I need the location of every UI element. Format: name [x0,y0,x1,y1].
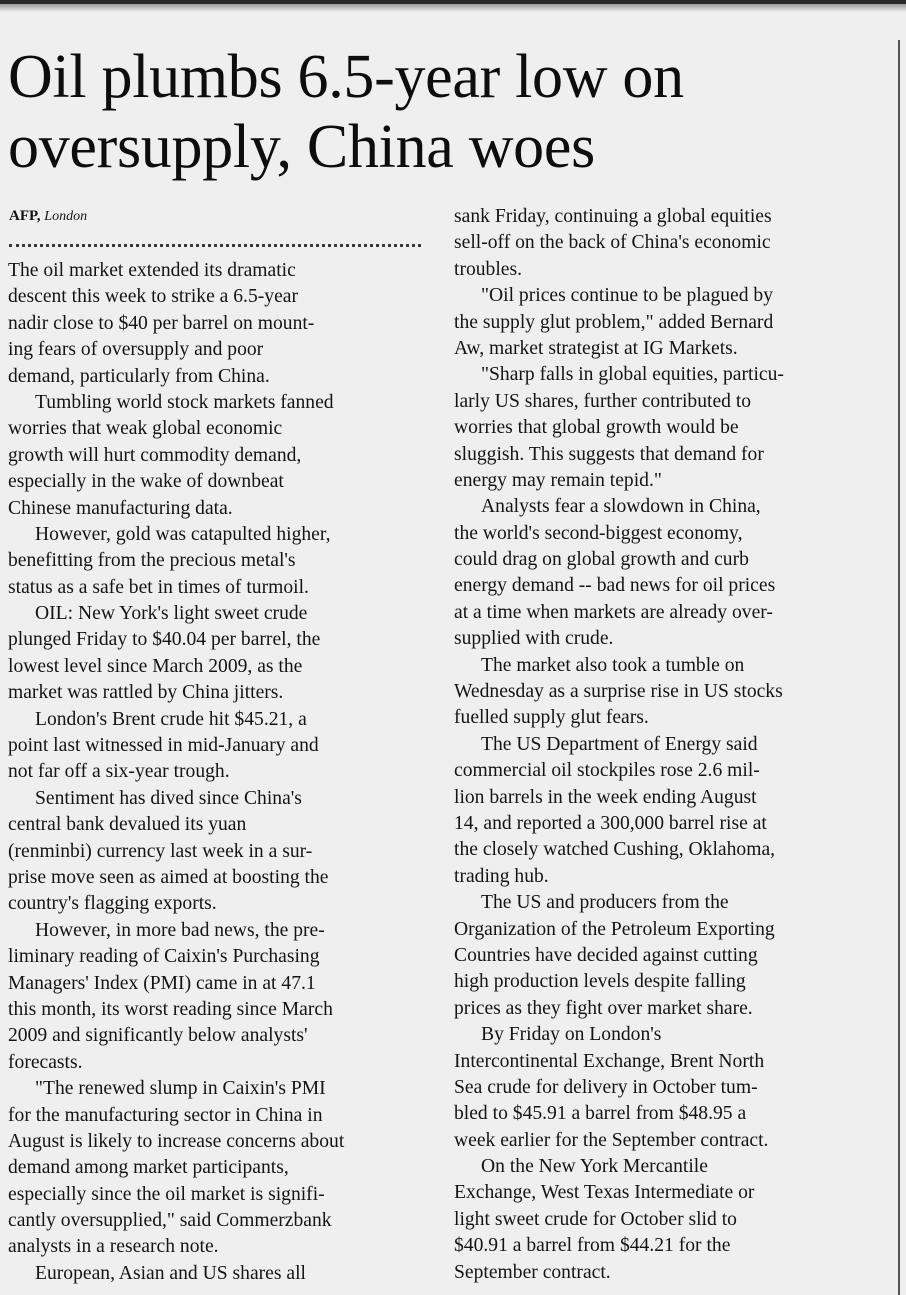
column-border-rule [898,40,900,1295]
text-line: The market also took a tumble on [481,654,745,676]
text-line: the closely watched Cushing, Oklahoma, [454,839,776,861]
text-line: especially in the wake of downbeat [8,471,284,493]
text-line: OIL: New York's light sweet crude [35,603,308,625]
text-line: The US and producers from the [481,892,729,914]
text-line: point last witnessed in mid-January and [8,735,319,757]
text-line: However, in more bad news, the pre- [35,919,325,941]
right-text-column [454,204,879,1286]
text-line: "Sharp falls in global equities, particu- [481,364,784,386]
text-line: sank Friday, continuing a global equities [454,206,772,227]
text-line: By Friday on London's [481,1024,662,1046]
text-line: (renminbi) currency last week in a sur- [8,840,313,862]
text-line: supplied with crude. [454,628,614,650]
text-line: status as a safe bet in times of turmoil. [8,576,309,598]
text-line: "Oil prices continue to be plagued by [481,285,774,307]
text-line: ing fears of oversupply and poor [8,339,264,361]
text-line: Chinese manufacturing data. [8,497,233,519]
text-line: The US Department of Energy said [481,733,758,755]
text-line: However, gold was catapulted higher, [35,523,331,545]
text-line: 14, and reported a 300,000 barrel rise at [454,812,767,834]
text-line: energy demand -- bad news for oil prices [454,575,776,597]
text-line: fuelled supply glut fears. [454,707,649,729]
text-line: nadir close to $40 per barrel on mount- [8,312,315,334]
text-line: prise move seen as aimed at boosting the [8,866,329,888]
text-line: could drag on global growth and curb [454,549,749,571]
text-line: bled to $45.91 a barrel from $48.95 a [454,1103,747,1125]
text-line: The oil market extended its dramatic [8,260,296,281]
text-line: larly US shares, further contributed to [454,390,752,412]
text-line: descent this week to strike a 6.5-year [8,286,298,308]
text-line: light sweet crude for October slid to [454,1208,737,1230]
text-line: forecasts. [8,1051,83,1073]
text-line: Aw, market strategist at IG Markets. [454,337,738,359]
text-line: this month, its worst reading since March [8,998,333,1020]
headline-line: oversupply, China woes [8,113,595,181]
text-line: lion barrels in the week ending August [454,786,757,808]
text-line: commercial oil stockpiles rose 2.6 mil- [454,760,760,782]
text-line: sluggish. This suggests that demand for [454,443,764,465]
text-line: Organization of the Petroleum Exporting [454,918,775,940]
text-line: liminary reading of Caixin's Purchasing [8,946,320,968]
text-line: not far off a six-year trough. [8,761,230,783]
text-line: country's flagging exports. [8,893,217,915]
text-line: trading hub. [454,865,549,887]
text-line: market was rattled by China jitters. [8,682,284,704]
text-line: analysts in a research note. [8,1236,219,1258]
text-line: sell-off on the back of China's economic [454,232,771,254]
text-line: demand among market participants, [8,1157,289,1179]
text-line: high production levels despite falling [454,971,746,993]
text-line: August is likely to increase concerns about [8,1130,345,1152]
text-line: 2009 and significantly below analysts' [8,1025,308,1047]
text-line: especially since the oil market is signifi- [8,1183,325,1205]
text-line: Sentiment has dived since China's [35,787,302,809]
text-line: Exchange, West Texas Intermediate or [454,1182,755,1204]
article-headline [8,42,893,182]
text-line: September contract. [454,1261,611,1283]
text-line: worries that weak global economic [8,418,283,440]
text-line: central bank devalued its yuan [8,814,247,836]
text-line: the world's second-biggest economy, [454,522,743,544]
left-text-column [8,258,428,1287]
text-line: plunged Friday to $40.04 per barrel, the [8,629,321,651]
text-line: troubles. [454,258,523,280]
text-line: benefitting from the precious metal's [8,550,296,572]
text-line: growth will hurt commodity demand, [8,444,302,466]
text-line: prices as they fight over market share. [454,997,753,1019]
text-line: Countries have decided against cutting [454,944,758,966]
text-line: Analysts fear a slowdown in China, [481,496,761,518]
byline [9,207,424,226]
text-line: "The renewed slump in Caixin's PMI [35,1078,326,1100]
text-line: Sea crude for delivery in October tum- [454,1076,758,1098]
text-line: the supply glut problem," added Bernard [454,311,774,333]
text-line: at a time when markets are already over- [454,601,773,623]
text-line: $40.91 a barrel from $44.21 for the [454,1235,731,1257]
text-line: cantly oversupplied," said Commerzbank [8,1210,332,1232]
text-line: Intercontinental Exchange, Brent North [454,1050,765,1072]
text-line: for the manufacturing sector in China in [8,1104,323,1126]
text-line: demand, particularly from China. [8,365,270,387]
byline-divider [9,244,421,247]
text-line: worries that global growth would be [454,417,739,439]
text-line: Tumbling world stock markets fanned [35,391,334,413]
text-line: London's Brent crude hit $45.21, a [35,708,307,730]
text-line: energy may remain tepid." [454,469,662,491]
text-line: European, Asian and US shares all [35,1262,306,1284]
text-line: Managers' Index (PMI) came in at 47.1 [8,972,316,994]
text-line: Wednesday as a surprise rise in US stocks [454,681,783,703]
byline-city: London [44,209,88,224]
top-cropped-strip [0,4,906,12]
headline-line: Oil plumbs 6.5-year low on [8,43,684,111]
text-line: On the New York Mercantile [481,1156,708,1178]
text-line: week earlier for the September contract. [454,1129,769,1151]
byline-agency: AFP, [9,208,41,224]
text-line: lowest level since March 2009, as the [8,655,303,677]
